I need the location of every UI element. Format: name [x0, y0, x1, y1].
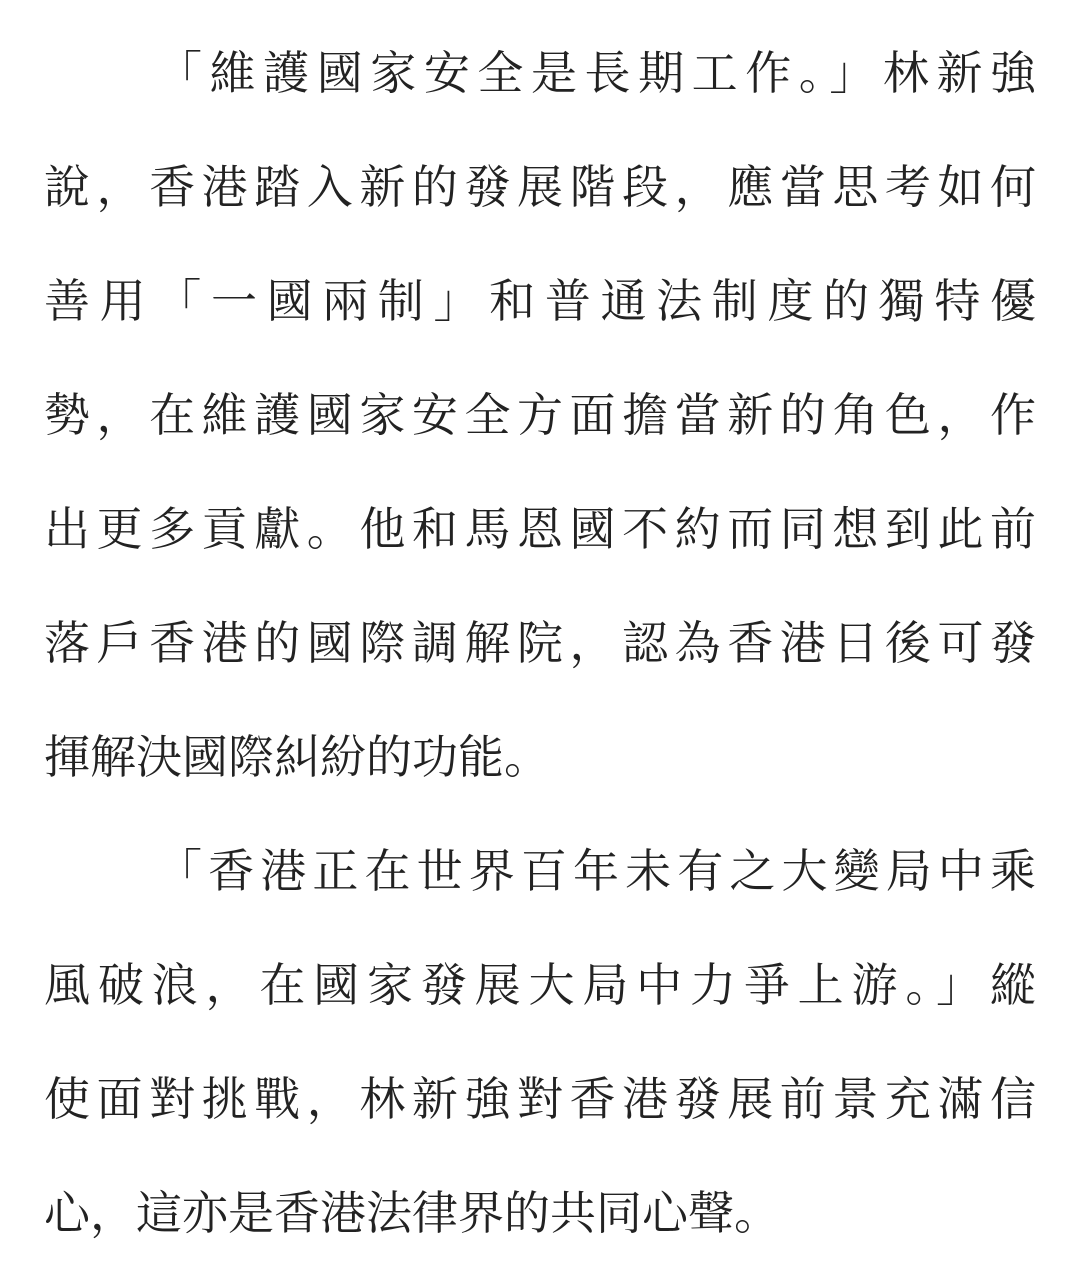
text-line: 風破浪，在國家發展大局中力爭上游。」縱	[44, 958, 1036, 1012]
text-line: 揮解決國際糾紛的功能。	[44, 730, 550, 784]
text-line: 心，這亦是香港法律界的共同心聲。	[44, 1186, 780, 1240]
paragraph-1	[44, 16, 1036, 814]
text-line: 落戶香港的國際調解院，認為香港日後可發	[44, 616, 1036, 670]
text-line: 勢，在維護國家安全方面擔當新的角色，作	[44, 388, 1036, 442]
text-line: 「香港正在世界百年未有之大變局中乘	[156, 844, 1036, 898]
text-line: 善用「一國兩制」和普通法制度的獨特優	[44, 274, 1036, 328]
text-line: 說，香港踏入新的發展階段，應當思考如何	[44, 160, 1036, 214]
text-line: 「維護國家安全是長期工作。」林新強	[156, 46, 1036, 100]
paragraph-2	[44, 814, 1036, 1270]
text-line: 使面對挑戰，林新強對香港發展前景充滿信	[44, 1072, 1036, 1126]
text-line: 出更多貢獻。他和馬恩國不約而同想到此前	[44, 502, 1036, 556]
